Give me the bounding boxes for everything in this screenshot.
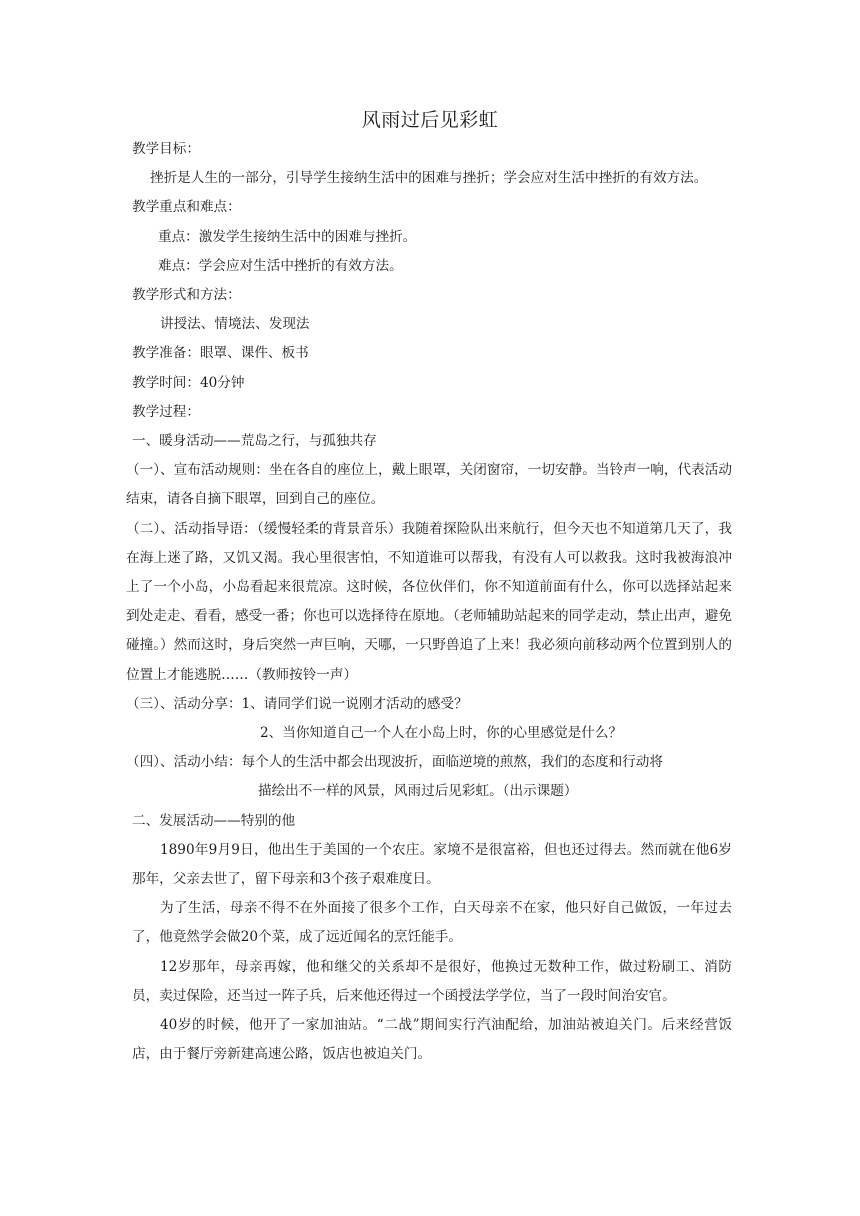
heading-methods: 教学形式和方法： [132,287,241,304]
paragraph-summary-1: （四）、活动小结：每个人的生活中都会出现波折，面临逆境的煎熬，我们的态度和行动将 [126,754,663,771]
heading-key-points: 教学重点和难点： [132,199,241,216]
paragraph-key-point: 重点：激发学生接纳生活中的困难与挫折。 [158,228,417,245]
paragraph-summary-2: 描绘出不一样的风景，风雨过后见彩虹。（出示课题） [258,783,578,800]
paragraph-rules: （一）、宣布活动规则：坐在各自的座位上，戴上眼罩，关闭窗帘，一切安静。当铃声一响，代表活动结束，请各自摘下眼罩，回到自己的座位。 [126,462,732,508]
section-heading-development: 二、发展活动——特别的他 [132,812,296,829]
paragraph-difficulty: 难点：学会应对生活中挫折的有效方法。 [158,257,403,274]
paragraph-goals: 挫折是人生的一部分，引导学生接纳生活中的困难与挫折；学会应对生活中挫折的有效方法。 [150,170,708,187]
paragraph-guide: （二）、活动指导语：（缓慢轻柔的背景音乐）我随着探险队出来航行，但今天也不知道第几天了，我在海上迷了路，又饥又渴。我心里很害怕，不知道谁可以帮我，有没有人可以救我。这时我被海浪冲上了一个小岛，小岛看起来很荒凉。这时候，各位伙伴们，你不知道前面有什么，你可以选择站起来到处走走、看看，感受一番；你也可以选择待在原地。（老师辅助站起来的同学走动，禁止出声，避免碰撞。）然而这时，身后突然一声巨响，天哪，一只野兽追了上来！我必须向前移动两个位置到别人的位置上才能逃脱……（教师按铃一声） [126,520,732,683]
paragraph-methods: 讲授法、情境法、发现法 [160,316,310,333]
paragraph-story-2: 为了生活，母亲不得不在外面接了很多个工作，白天母亲不在家，他只好自己做饭，一年过去了，他竟然学会做20个菜，成了远近闻名的烹饪能手。 [132,900,732,946]
paragraph-preparation: 教学准备：眼罩、课件、板书 [132,345,309,362]
paragraph-share-1: （三）、活动分享：1、请同学们说一说刚才活动的感受？ [126,695,468,712]
heading-teaching-goals: 教学目标： [132,141,200,157]
paragraph-story-1: 1890年9月9日，他出生于美国的一个农庄。家境不是很富裕，但也还过得去。然而就在他6岁那年，父亲去世了，留下母亲和3个孩子艰难度日。 [132,841,732,888]
document-title: 风雨过后见彩虹 [361,109,499,131]
heading-process: 教学过程： [132,403,200,420]
section-heading-warmup: 一、暖身活动——荒岛之行，与孤独共存 [132,433,377,450]
paragraph-duration: 教学时间：40分钟 [132,374,245,391]
document-body [126,135,732,1070]
paragraph-story-4: 40岁的时候，他开了一家加油站。“二战”期间实行汽油配给，加油站被迫关门。后来经营饭店，由于餐厅旁新建高速公路，饭店也被迫关门。 [132,1017,732,1063]
paragraph-story-3: 12岁那年，母亲再嫁，他和继父的关系却不是很好，他换过无数种工作，做过粉刷工、消防员，卖过保险，还当过一阵子兵，后来他还得过一个函授法学学位，当了一段时间治安官。 [132,958,732,1004]
paragraph-share-2: 2、当你知道自己一个人在小岛上时，你的心里感觉是什么？ [260,725,623,742]
